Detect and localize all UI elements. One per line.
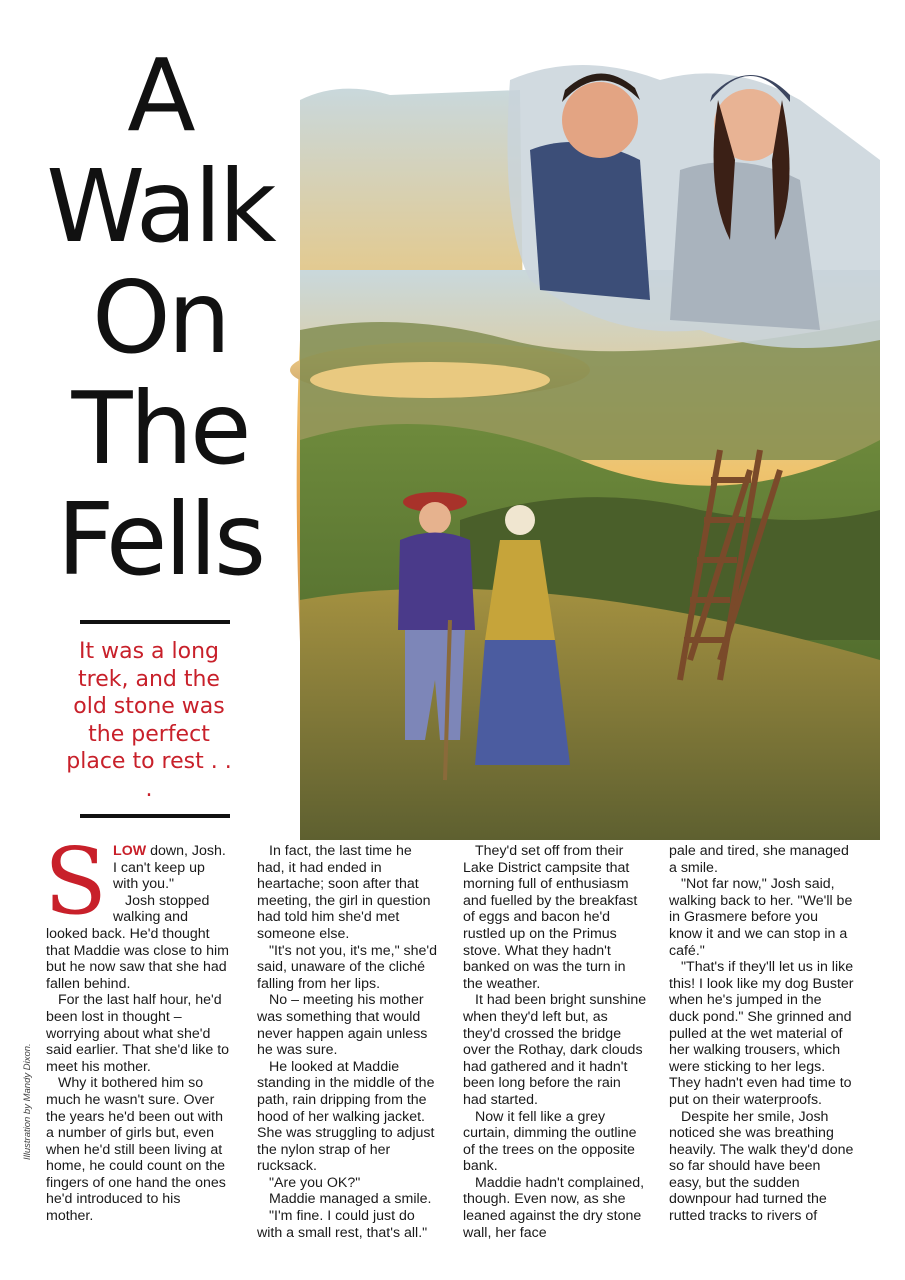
paragraph: "Not far now," Josh said, walking back to her. "We'll be in Grasmere before you know it and we can stop in a café." (669, 876, 853, 959)
paragraph: Despite her smile, Josh noticed she was breathing heavily. The walk they'd done so far should have been easy, but the sudden downpour had turned the rutted tracks to rivers of (669, 1108, 854, 1225)
paragraph: "It's not you, it's me," she'd said, unaware of the cliché falling from her lips. (257, 942, 438, 992)
drop-cap: S (44, 828, 108, 935)
paragraph-text: down, Josh. I can't keep up with you." (113, 843, 226, 893)
paragraph: It had been bright sunshine when they'd left but, as they'd crossed the bridge over the Rothay, dark clouds had gathered and it hadn't been long before the rain had started. (463, 992, 647, 1108)
paragraph: "Are you OK?" (269, 1174, 361, 1191)
standfirst: It was a long trek, and the old stone was the perfect place to rest . . . (66, 639, 232, 802)
paragraph: "I'm fine. I could just do with a small rest, that's all." (257, 1208, 428, 1241)
article-column-3 (463, 843, 648, 1241)
top-rule (80, 620, 230, 624)
paragraph: Maddie managed a smile. (269, 1191, 432, 1208)
paragraph: No – meeting his mother was something that would never happen again unless he was sure. (257, 992, 428, 1059)
bottom-rule (80, 814, 230, 818)
article-column-2 (257, 843, 442, 1241)
paragraph: Josh stopped walking and looked back. He'd thought that Maddie was close to him but he now saw that she had fallen behind. (46, 892, 229, 992)
paragraph: They'd set off from their Lake District campsite that morning full of enthusiasm and fuelled by the breakfast of eggs and bacon he'd rustled up on the Primus stove. What they hadn't banked on was the turn in the weather. (463, 843, 638, 992)
lead-word: LOW (113, 843, 147, 859)
paragraph: Now it fell like a grey curtain, dimming the outline of the trees on the opposite bank. (463, 1108, 637, 1175)
headline-line-1: A (127, 37, 193, 154)
lake-surface (310, 362, 550, 398)
illustration (280, 40, 880, 840)
illustration-credit: Illustration by Mandy Dixon. (22, 1043, 33, 1160)
article-column-1 (44, 828, 231, 1225)
headline-line-5: Fells (56, 481, 264, 598)
article-column-4 (669, 843, 854, 1225)
headline-line-2: Walk (46, 148, 274, 265)
paragraph: He looked at Maddie standing in the middle of the path, rain dripping from the hood of her walking jacket. She was struggling to adjust the nylon strap of her rucksack. (257, 1058, 435, 1175)
paragraph: Why it bothered him so much he wasn't sure. Over the years he'd been out with a number of girls but, even when he'd still been living at home, he could count on the fingers of one hand the ones he'd introduced to his mother. (46, 1075, 226, 1225)
paragraph: pale and tired, she managed a smile. (669, 843, 849, 876)
paragraph: In fact, the last time he had, it had ended in heartache; soon after that meeting, the girl in question had told him she'd met someone else. (257, 843, 431, 942)
headline-line-4: The (71, 370, 249, 487)
paragraph: For the last half hour, he'd been lost in thought – worrying about what she'd said earlier. That she'd like to meet his mother. (46, 992, 230, 1075)
headline (40, 37, 280, 598)
paragraph: Maddie hadn't complained, though. Even now, as she leaned against the dry stone wall, her face (463, 1174, 645, 1241)
headline-line-3: On (91, 259, 229, 376)
paragraph: "That's if they'll let us in like this! I look like my dog Buster when he's jumped in the duck pond." She grinned and pulled at the wet material of her walking trousers, which were sticking to her legs. They hadn't even had time to put on their waterproofs. (669, 959, 854, 1108)
